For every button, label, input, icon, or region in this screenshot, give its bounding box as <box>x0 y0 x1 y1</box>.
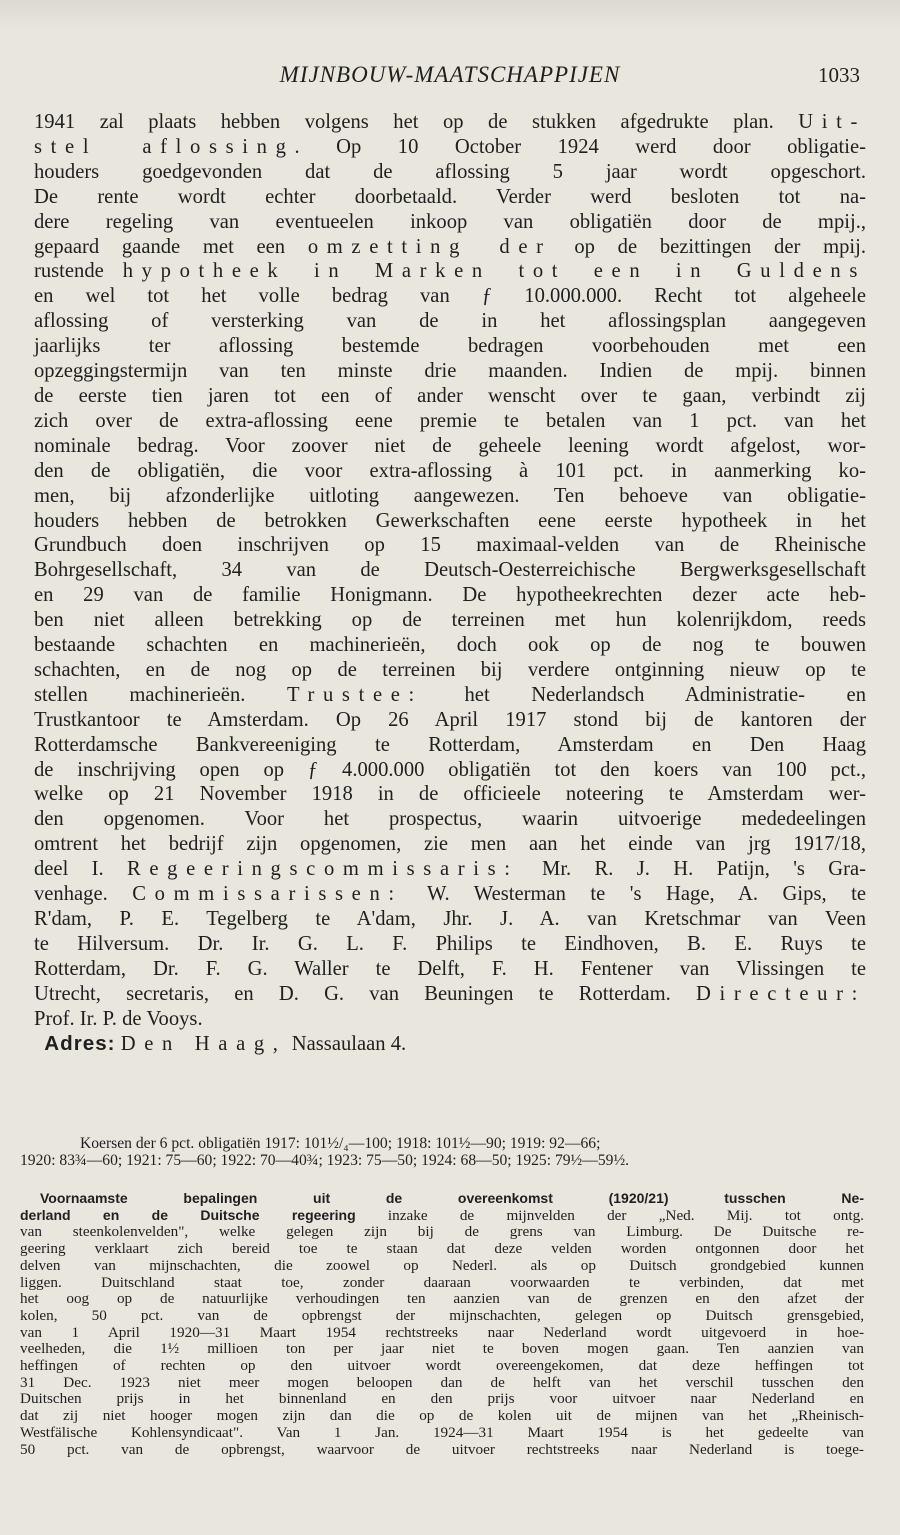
text-line: jaarlijks ter aflossing bestemde bedragen voorbehouden met een <box>34 335 866 358</box>
small-print-line: liggen. Duitschland staat toe, zonder daaraan voorwaarden te verbinden, dat met <box>20 1273 864 1291</box>
small-print-line: van 1 April 1920—31 Maart 1954 rechtstreeks naar Nederland wordt uitgevoerd in hoe- <box>20 1323 864 1341</box>
text-line: venhage. Commissarissen: W. Westerman te 's Hage, A. Gips, te <box>34 883 866 906</box>
text-line: Trustkantoor te Amsterdam. Op 26 April 1917 stond bij de kantoren der <box>34 708 866 731</box>
small-print-line: derland en de Duitsche regeering inzake de mijnvelden der „Ned. Mij. tot ontg. <box>20 1206 864 1224</box>
text-line: Grundbuch doen inschrijven op 15 maximaal-velden van de Rheinische <box>34 534 866 557</box>
address-label: Adres: <box>44 1031 116 1055</box>
text-line: Utrecht, secretaris, en D. G. van Beuningen te Rotterdam. Directeur: <box>34 982 866 1005</box>
small-print-line: Westfälische Kohlensyndicaat". Van 1 Jan. 1924—31 Maart 1954 is het gedeelte van <box>20 1423 864 1441</box>
text-line: opzeggingstermijn van ten minste drie maanden. Indien de mpij. binnen <box>34 360 866 383</box>
running-title: MIJNBOUW-MAATSCHAPPIJEN <box>279 62 621 87</box>
text-line: dere regeling van eventueelen inkoop van obligatiën door de mpij., <box>34 210 866 233</box>
page-header <box>0 58 900 92</box>
small-print-line: geering verklaart zich bereid toe te staan dat deze velden worden ontgonnen door het <box>20 1240 864 1258</box>
text-line: stel aflossing. Op 10 October 1924 werd door obligatie- <box>34 135 866 158</box>
text-line: Prof. Ir. P. de Vooys. <box>34 1007 203 1030</box>
quotes-line: 1920: 83¾—60; 1921: 75—60; 1922: 70—40¾; 1923: 75—50; 1924: 68—50; 1925: 79½—59½. <box>20 1152 630 1169</box>
text-line: aflossing of versterking van de in het aflossingsplan aangegeven <box>34 310 866 333</box>
text-line: Bohrgesellschaft, 34 van de Deutsch-Oesterreichische Bergwerksgesellschaft <box>34 559 866 582</box>
text-line: den de obligatiën, die voor extra-aflossing à 101 pct. in aanmerking ko- <box>34 459 866 482</box>
text-line: en wel tot het volle bedrag van ƒ 10.000.000. Recht tot algeheele <box>34 285 866 308</box>
text-line: nominale bedrag. Voor zoover niet de geheele leening wordt afgelost, wor- <box>34 434 866 457</box>
text-line: ben niet alleen betrekking op de terreinen met hun kolenrijkdom, reeds <box>34 609 866 632</box>
quotes-line: Koersen der 6 pct. obligatiën 1917: 101½/₄—100; 1918: 101½—90; 1919: 92—66; <box>80 1135 601 1152</box>
text-line: de eerste tien jaren tot een of ander wenscht over te gaan, verbindt zij <box>34 384 866 407</box>
quotes-block <box>20 1135 864 1169</box>
page-number: 1033 <box>818 63 860 87</box>
text-line: Rotterdamsche Bankvereeniging te Rotterdam, Amsterdam en Den Haag <box>34 733 866 756</box>
small-print-heading: Voornaamste bepalingen uit de overeenkomst (1920/21) tusschen Ne- <box>40 1190 864 1206</box>
small-print-block <box>20 1190 864 1458</box>
small-print-line: kolen, 50 pct. van de opbrengst der mijnschachten, gelegen op Duitsch grensgebied, <box>20 1306 864 1324</box>
text-line: rustende hypotheek in Marken tot een in Guldens <box>34 260 866 283</box>
text-line: welke op 21 November 1918 in de officieele noteering te Amsterdam wer- <box>34 783 866 806</box>
small-print-line: het oog op de natuurlijke verhoudingen ten aanzien van de grenzen en den afzet der <box>20 1290 864 1308</box>
text-line: stellen machinerieën. Trustee: het Nederlandsch Administratie- en <box>34 683 866 706</box>
small-print-line: dat zij niet hooger mogen zijn dan die op de kolen uit de mijnen van het „Rheinisch- <box>20 1407 864 1425</box>
small-print-line: 31 Dec. 1923 niet meer mogen beloopen dan de helft van het verschil tusschen den <box>20 1373 864 1391</box>
small-print-line: van steenkolenvelden", welke gelegen zijn bij de grens van Limburg. De Duitsche re- <box>20 1223 864 1241</box>
text-line: De rente wordt echter doorbetaald. Verder werd besloten tot na- <box>34 185 866 208</box>
text-line: en 29 van de familie Honigmann. De hypotheekrechten dezer acte heb- <box>34 584 866 607</box>
text-line: de inschrijving open op ƒ 4.000.000 obligatiën tot den koers van 100 pct., <box>34 758 866 781</box>
text-line: men, bij afzonderlijke uitloting aangewezen. Ten behoeve van obligatie- <box>34 484 866 507</box>
text-line: deel I. Regeeringscommissaris: Mr. R. J. H. Patijn, 's Gra- <box>34 858 866 881</box>
small-print-line: veelheden, die 1½ millioen ton per jaar niet te boven mogen gaan. Ten aanzien van <box>20 1340 864 1358</box>
text-line: 1941 zal plaats hebben volgens het op de stukken afgedrukte plan. Uit- <box>34 111 866 133</box>
text-line: gepaard gaande met een omzetting der op de bezittingen der mpij. <box>34 235 866 258</box>
text-line: houders hebben de betrokken Gewerkschaften eene eerste hypotheek in het <box>34 509 866 532</box>
text-line: Rotterdam, Dr. F. G. Waller te Delft, F. H. Fentener van Vlissingen te <box>34 957 866 980</box>
text-line: bestaande schachten en machinerieën, doch ook op de nog te bouwen <box>34 634 866 657</box>
text-line: den opgenomen. Voor het prospectus, waarin uitvoerige mededeelingen <box>34 808 866 831</box>
small-print-line: delven van mijnschachten, die zoowel op Nederl. als op Duitsch grondgebied kunnen <box>20 1256 864 1274</box>
address-line: Adres: Den Haag, Nassaulaan 4. <box>44 1031 407 1055</box>
text-line: schachten, en de nog op de terreinen bij verdere ontginning nieuw op te <box>34 658 866 681</box>
text-line: houders goedgevonden dat de aflossing 5 jaar wordt opgeschort. <box>34 160 866 183</box>
text-line: zich over de extra-aflossing eene premie te betalen van 1 pct. van het <box>34 409 866 432</box>
text-line: te Hilversum. Dr. Ir. G. L. F. Philips te Eindhoven, B. E. Ruys te <box>34 932 866 955</box>
small-print-line: 50 pct. van de opbrengst, waarvoor de uitvoer rechtstreeks naar Nederland is toege- <box>20 1440 864 1458</box>
text-line: omtrent het bedrijf zijn opgenomen, zie men aan het einde van jrg 1917/18, <box>34 833 866 856</box>
small-print-line: Duitschen prijs in het binnenland en den prijs voor uitvoer naar Nederland en <box>20 1390 864 1408</box>
small-print-line: heffingen of rechten op den uitvoer wordt overeengekomen, dat deze heffingen tot <box>20 1357 864 1375</box>
text-line: R'dam, P. E. Tegelberg te A'dam, Jhr. J. A. van Kretschmar van Veen <box>34 908 866 930</box>
main-paragraph <box>34 110 866 1056</box>
